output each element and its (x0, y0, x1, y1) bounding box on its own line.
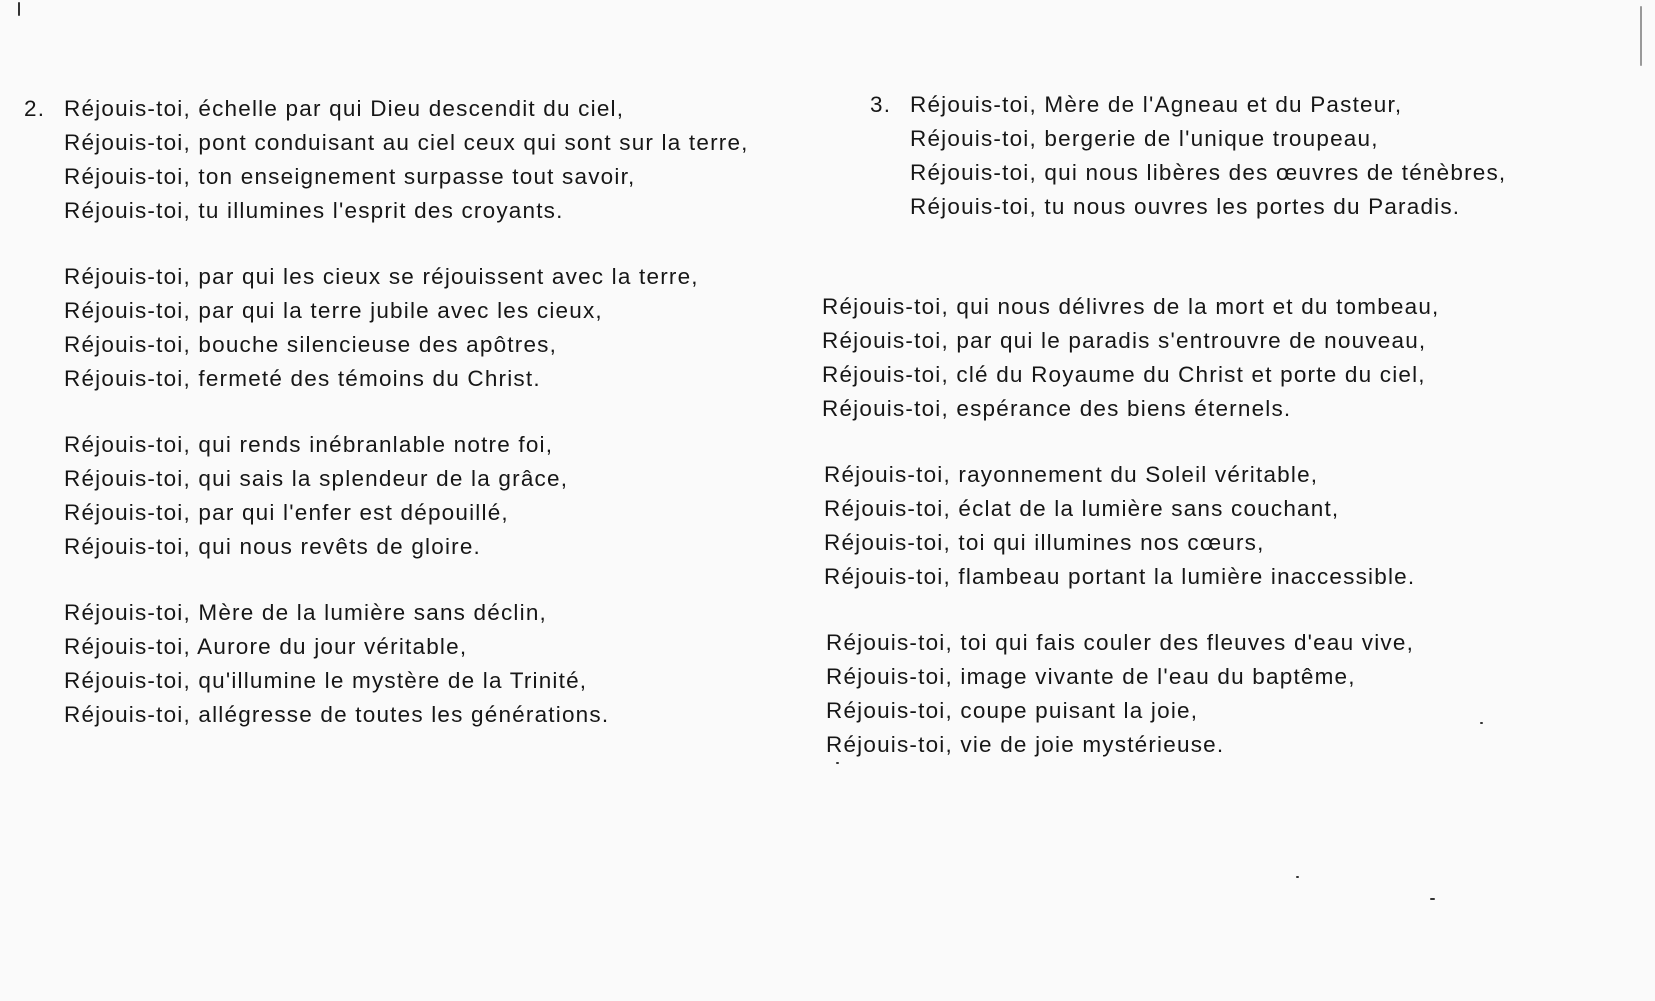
left-group-2 (24, 428, 844, 564)
verse-line (24, 328, 844, 362)
stanza-3-line-3 (870, 156, 1650, 190)
stanza-2-line-3 (24, 160, 844, 194)
stanza-3-line-2 (870, 122, 1650, 156)
verse-line (822, 358, 1650, 392)
scan-speck (836, 762, 839, 764)
verse-text: Réjouis-toi, image vivante de l'eau du baptême, (826, 664, 1356, 689)
verse-line (824, 560, 1650, 594)
stanza-3 (870, 88, 1650, 224)
verse-line (822, 324, 1650, 358)
stanza-number: 2. (24, 96, 46, 121)
verse-text: Réjouis-toi, qui nous revêts de gloire. (64, 534, 481, 559)
verse-text: Réjouis-toi, par qui l'enfer est dépouillé, (64, 500, 509, 525)
verse-text: Réjouis-toi, bouche silencieuse des apôtres, (64, 332, 558, 357)
verse-text: Réjouis-toi, allégresse de toutes les générations. (64, 702, 610, 727)
stanza-2-line-2 (24, 126, 844, 160)
verse-text: Réjouis-toi, rayonnement du Soleil véritable, (824, 462, 1319, 487)
verse-text: Réjouis-toi, qui sais la splendeur de la grâce, (64, 466, 569, 491)
stanza-number: 3. (870, 92, 892, 117)
verse-line (24, 596, 844, 630)
stanza-2-line-4 (24, 194, 844, 228)
verse-text: Réjouis-toi, toi qui illumines nos cœurs, (824, 530, 1265, 555)
verse-line (24, 496, 844, 530)
scan-speck (1640, 6, 1642, 66)
verse-text: Réjouis-toi, clé du Royaume du Christ et porte du ciel, (822, 362, 1426, 387)
right-column (822, 88, 1650, 794)
verse-line (826, 694, 1650, 728)
scan-speck (1296, 876, 1299, 878)
scan-speck (1430, 898, 1435, 900)
verse-text: Réjouis-toi, coupe puisant la joie, (826, 698, 1199, 723)
verse-text: Réjouis-toi, tu illumines l'esprit des croyants. (64, 198, 564, 223)
verse-text: Réjouis-toi, tu nous ouvres les portes du Paradis. (910, 194, 1461, 219)
verse-line (24, 530, 844, 564)
scan-speck (18, 2, 20, 16)
left-column (24, 92, 844, 764)
stanza-2 (24, 92, 844, 228)
left-group-1 (24, 260, 844, 396)
verse-line (24, 294, 844, 328)
verse-line (824, 458, 1650, 492)
verse-line (822, 392, 1650, 426)
verse-text: Réjouis-toi, qu'illumine le mystère de la Trinité, (64, 668, 588, 693)
verse-text: Réjouis-toi, ton enseignement surpasse tout savoir, (64, 164, 636, 189)
verse-text: Réjouis-toi, échelle par qui Dieu descendit du ciel, (64, 96, 625, 121)
verse-text: Réjouis-toi, par qui le paradis s'entrouvre de nouveau, (822, 328, 1427, 353)
verse-text: Réjouis-toi, qui rends inébranlable notre foi, (64, 432, 554, 457)
verse-text: Réjouis-toi, fermeté des témoins du Christ. (64, 366, 541, 391)
right-group-1 (822, 290, 1650, 426)
verse-text: Réjouis-toi, par qui les cieux se réjouissent avec la terre, (64, 264, 699, 289)
stanza-2-line-1 (24, 92, 844, 126)
verse-text: Réjouis-toi, espérance des biens éternels. (822, 396, 1292, 421)
verse-text: Réjouis-toi, pont conduisant au ciel ceux qui sont sur la terre, (64, 130, 749, 155)
verse-text: Réjouis-toi, éclat de la lumière sans couchant, (824, 496, 1340, 521)
verse-line (24, 428, 844, 462)
verse-line (826, 626, 1650, 660)
verse-line (826, 660, 1650, 694)
verse-text: Réjouis-toi, Aurore du jour véritable, (64, 634, 468, 659)
verse-text: Réjouis-toi, Mère de la lumière sans déclin, (64, 600, 547, 625)
verse-text: Réjouis-toi, qui nous délivres de la mort et du tombeau, (822, 294, 1440, 319)
verse-line (24, 260, 844, 294)
scan-speck (1480, 722, 1483, 724)
verse-line (24, 462, 844, 496)
stanza-3-line-1 (870, 88, 1650, 122)
verse-line (24, 664, 844, 698)
verse-line (826, 728, 1650, 762)
verse-text: Réjouis-toi, qui nous libères des œuvres de ténèbres, (910, 160, 1507, 185)
left-group-3 (24, 596, 844, 732)
right-group-2 (824, 458, 1650, 594)
verse-line (24, 698, 844, 732)
verse-line (824, 492, 1650, 526)
verse-text: Réjouis-toi, vie de joie mystérieuse. (826, 732, 1225, 757)
verse-text: Réjouis-toi, Mère de l'Agneau et du Pasteur, (910, 92, 1403, 117)
verse-line (24, 362, 844, 396)
verse-line (822, 290, 1650, 324)
verse-line (24, 630, 844, 664)
verse-text: Réjouis-toi, flambeau portant la lumière inaccessible. (824, 564, 1416, 589)
stanza-3-line-4 (870, 190, 1650, 224)
verse-text: Réjouis-toi, toi qui fais couler des fleuves d'eau vive, (826, 630, 1415, 655)
verse-text: Réjouis-toi, par qui la terre jubile avec les cieux, (64, 298, 603, 323)
verse-line (824, 526, 1650, 560)
right-group-3 (826, 626, 1650, 762)
verse-text: Réjouis-toi, bergerie de l'unique troupeau, (910, 126, 1379, 151)
